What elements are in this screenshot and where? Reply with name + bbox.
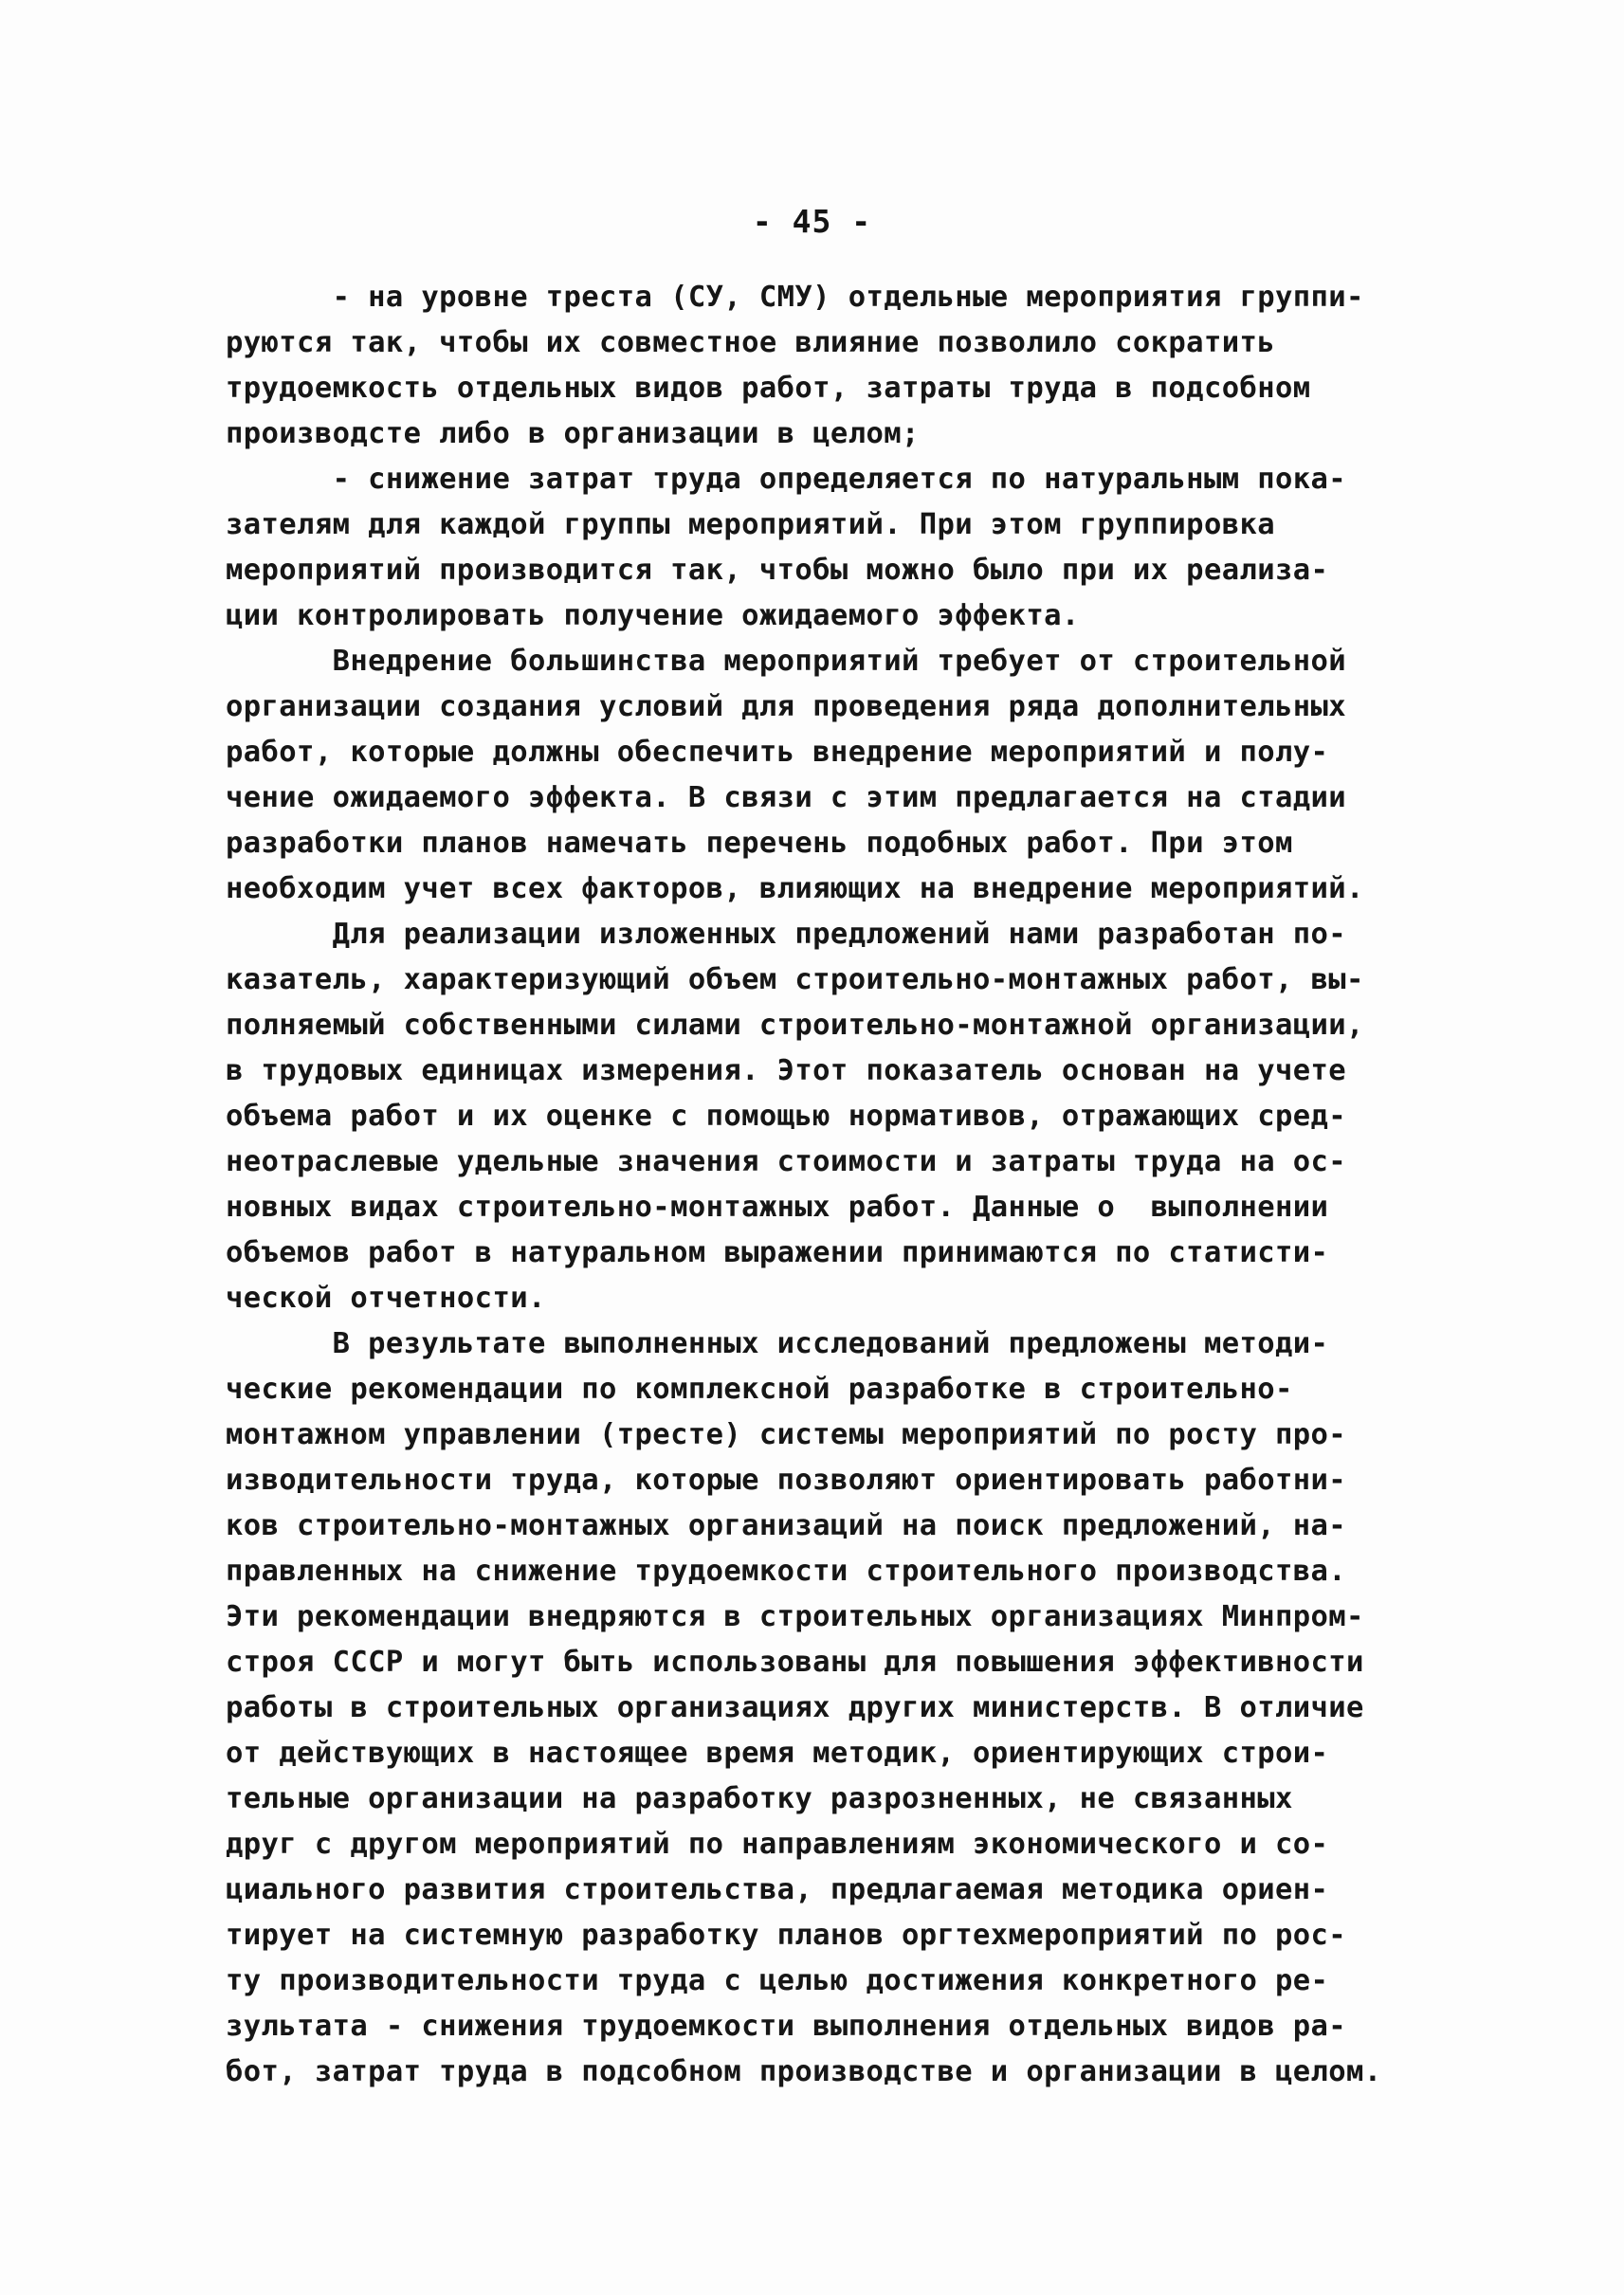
text-line: необходим учет всех факторов, влияющих на внедрение мероприятий. xyxy=(226,872,1364,905)
text-line: работы в строительных организациях других министерств. В отличие xyxy=(226,1691,1364,1724)
text-line: правленных на снижение трудоемкости строительного производства. xyxy=(226,1555,1347,1588)
text-line: изводительности труда, которые позволяют ориентировать работни- xyxy=(226,1464,1347,1497)
text-line: в трудовых единицах измерения. Этот показатель основан на учете xyxy=(226,1054,1347,1087)
text-line: от действующих в настоящее время методик, ориентирующих строи- xyxy=(226,1737,1329,1770)
text-line: ческой отчетности. xyxy=(226,1282,546,1315)
text-line: В результате выполненных исследований предложены методи- xyxy=(226,1327,1329,1360)
text-line: друг с другом мероприятий по направлениям экономического и со- xyxy=(226,1828,1329,1861)
text-line: производсте либо в организации в целом; xyxy=(226,417,920,450)
text-line: - на уровне треста (СУ, СМУ) отдельные мероприятия группи- xyxy=(226,281,1364,314)
text-line: Эти рекомендации внедряются в строительных организациях Минпром- xyxy=(226,1600,1364,1633)
text-line: неотраслевые удельные значения стоимости и затраты труда на ос- xyxy=(226,1145,1347,1178)
text-line: чение ожидаемого эффекта. В связи с этим предлагается на стадии xyxy=(226,781,1347,814)
text-line: мероприятий производится так, чтобы можно было при их реализа- xyxy=(226,554,1329,587)
text-line: тирует на системную разработку планов оргтехмероприятий по рос- xyxy=(226,1919,1347,1952)
text-line: работ, которые должны обеспечить внедрение мероприятий и полу- xyxy=(226,736,1329,769)
text-line: зателям для каждой группы мероприятий. При этом группировка xyxy=(226,508,1275,541)
text-line: новных видах строительно-монтажных работ. Данные о выполнении xyxy=(226,1191,1329,1224)
text-line: зультата - снижения трудоемкости выполнения отдельных видов ра- xyxy=(226,2010,1347,2043)
text-line: организации создания условий для проведения ряда дополнительных xyxy=(226,690,1347,723)
text-line: объемов работ в натуральном выражении принимаются по статисти- xyxy=(226,1236,1329,1269)
page-number: - 45 - xyxy=(752,203,872,240)
text-line: казатель, характеризующий объем строительно-монтажных работ, вы- xyxy=(226,963,1364,996)
text-line: руются так, чтобы их совместное влияние позволило сократить xyxy=(226,326,1275,359)
text-line: тельные организации на разработку разрозненных, не связанных xyxy=(226,1782,1293,1815)
text-line: монтажном управлении (тресте) системы мероприятий по росту про- xyxy=(226,1418,1347,1451)
text-line: разработки планов намечать перечень подобных работ. При этом xyxy=(226,827,1293,860)
text-line: трудоемкость отдельных видов работ, затраты труда в подсобном xyxy=(226,372,1311,405)
text-line: ту производительности труда с целью достижения конкретного ре- xyxy=(226,1964,1329,1997)
text-line: ческие рекомендации по комплексной разработке в строительно- xyxy=(226,1373,1293,1406)
text-line: полняемый собственными силами строительно-монтажной организации, xyxy=(226,1009,1364,1042)
text-line: ков строительно-монтажных организаций на поиск предложений, на- xyxy=(226,1509,1347,1542)
text-line: объема работ и их оценке с помощью нормативов, отражающих сред- xyxy=(226,1100,1347,1133)
text-line: бот, затрат труда в подсобном производстве и организации в целом. xyxy=(226,2055,1382,2088)
text-line: строя СССР и могут быть использованы для повышения эффективности xyxy=(226,1646,1364,1679)
text-line: Внедрение большинства мероприятий требует от строительной xyxy=(226,645,1347,678)
body-text xyxy=(226,275,1420,2095)
text-line: циального развития строительства, предлагаемая методика ориен- xyxy=(226,1873,1329,1906)
text-line: - снижение затрат труда определяется по натуральным пока- xyxy=(226,463,1347,496)
text-line: ции контролировать получение ожидаемого эффекта. xyxy=(226,599,1080,632)
text-line: Для реализации изложенных предложений нами разработан по- xyxy=(226,918,1347,951)
